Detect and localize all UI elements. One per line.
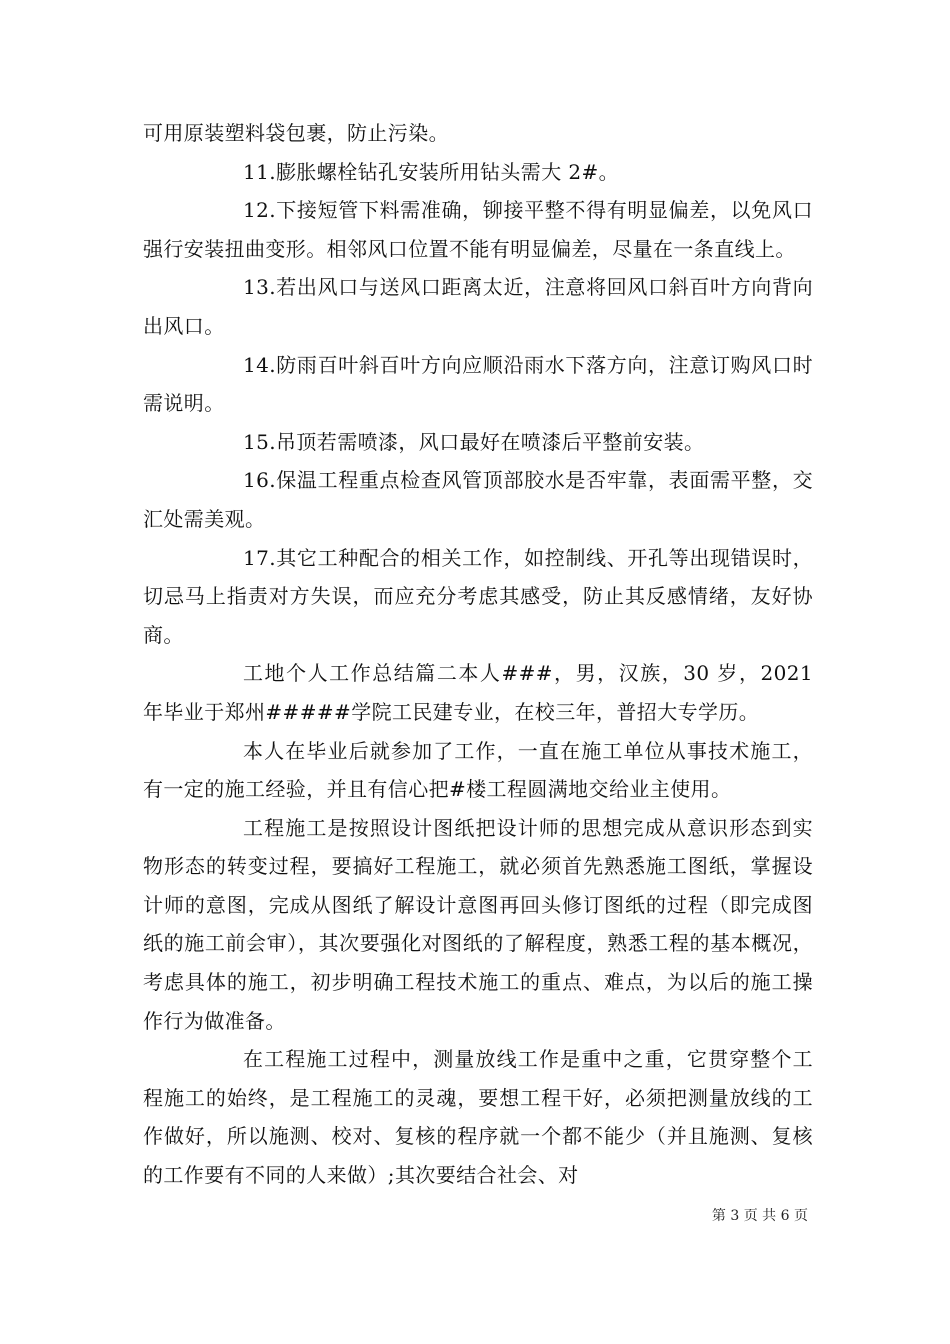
paragraph-continued: 可用原装塑料袋包裹，防止污染。 bbox=[143, 121, 449, 145]
paragraph-item-14: 14.防雨百叶斜百叶方向应顺沿雨水下落方向，注意订购风口时需说明。 bbox=[143, 352, 813, 416]
paragraph-item-13: 13.若出风口与送风口距离太近，注意将回风口斜百叶方向背向出风口。 bbox=[143, 275, 813, 338]
paragraph-item-12: 12.下接短管下料需准确，铆接平整不得有明显偏差，以免风口强行安装扭曲变形。相邻风口位置不能有明显偏差，尽量在一条直线上。 bbox=[143, 198, 813, 261]
paragraph-drawings: 工程施工是按照设计图纸把设计师的思想完成从意识形态到实物形态的转变过程，要搞好工程施工，就必须首先熟悉施工图纸，掌握设计师的意图，完成从图纸了解设计意图再回头修订图纸的过程（即完成图纸的施工前会审），其次要强化对图纸的了解程度，熟悉工程的基本概况，考虑具体的施工，初步明确工程技术施工的重点、难点，为以后的施工操作行为做准备。 bbox=[143, 815, 813, 1033]
paragraph-intro: 工地个人工作总结篇二本人###，男，汉族，30 岁，2021 年毕业于郑州#####学院工民建专业，在校三年，普招大专学历。 bbox=[143, 661, 813, 724]
paragraph-item-11: 11.膨胀螺栓钻孔安装所用钻头需大 2#。 bbox=[243, 159, 620, 184]
paragraph-survey: 在工程施工过程中，测量放线工作是重中之重，它贯穿整个工程施工的始终，是工程施工的灵魂，要想工程干好，必须把测量放线的工作做好，所以施测、校对、复核的程序就一个都不能少（并且施测、复核的工作要有不同的人来做）;其次要结合社会、对 bbox=[143, 1047, 813, 1188]
paragraph-experience: 本人在毕业后就参加了工作，一直在施工单位从事技术施工，有一定的施工经验，并且有信心把#楼工程圆满地交给业主使用。 bbox=[143, 738, 813, 802]
paragraph-item-16: 16.保温工程重点检查风管顶部胶水是否牢靠，表面需平整，交汇处需美观。 bbox=[143, 468, 813, 531]
page-number-footer: 第 3 页 共 6 页 bbox=[711, 1208, 808, 1224]
paragraph-item-17: 17.其它工种配合的相关工作，如控制线、开孔等出现错误时，切忌马上指责对方失误，而应充分考虑其感受，防止其反感情绪，友好协商。 bbox=[143, 545, 813, 647]
document-body bbox=[143, 114, 813, 1195]
paragraph-item-15: 15.吊顶若需喷漆，风口最好在喷漆后平整前安装。 bbox=[243, 429, 705, 454]
